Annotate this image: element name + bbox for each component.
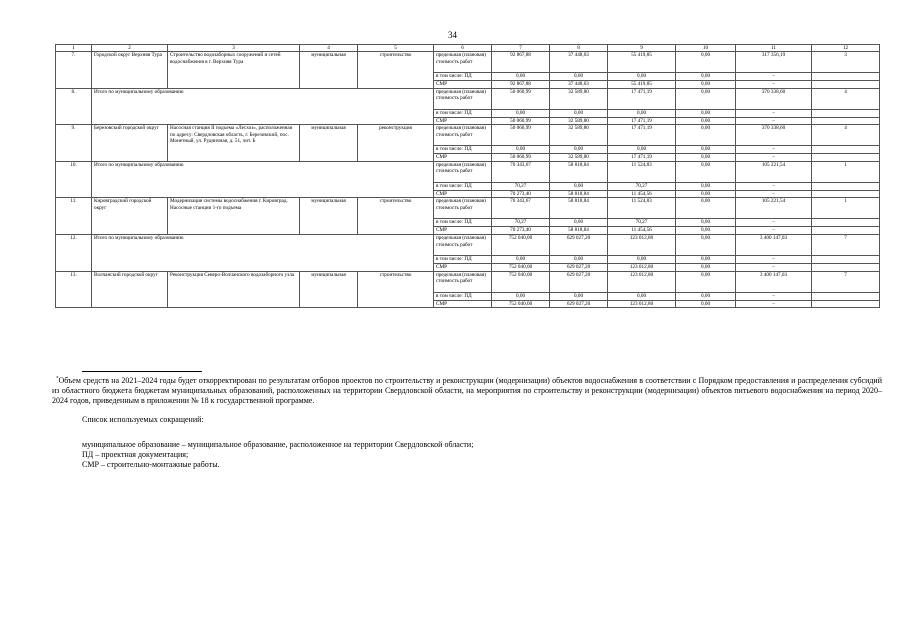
value-cell: – (736, 227, 812, 235)
value-cell: – (736, 263, 812, 271)
cost-label: СМР (434, 263, 492, 271)
value-cell (812, 255, 880, 263)
column-number: 3 (168, 45, 300, 52)
row-number: 7. (56, 52, 92, 89)
value-cell (812, 219, 880, 227)
cost-label: в том числе: ПД (434, 255, 492, 263)
value-cell: 0,00 (550, 109, 608, 117)
column-number: 4 (300, 45, 358, 52)
value-cell: 70,27 (608, 219, 676, 227)
cost-label: предельная (плановая) стоимость работ (434, 234, 492, 255)
work-type-cell: строительство (358, 198, 434, 235)
value-cell: 1 (812, 161, 880, 182)
value-cell: 0,00 (550, 219, 608, 227)
value-cell: 123 012,80 (608, 300, 676, 308)
work-type-cell: строительство (358, 52, 434, 89)
value-cell: 317 356,19 (736, 52, 812, 73)
value-cell: – (736, 219, 812, 227)
value-cell: 123 012,80 (608, 263, 676, 271)
cost-label: СМР (434, 300, 492, 308)
column-number: 6 (434, 45, 492, 52)
value-cell: – (736, 73, 812, 81)
object-cell: Модернизация системы водоснабжения г. Кировград. Насосные станции 1-го подъема (168, 198, 300, 235)
territory-cell: Городской округ Верхняя Тура (92, 52, 168, 89)
value-cell: – (736, 154, 812, 162)
value-cell: 0,00 (676, 109, 736, 117)
ownership-cell: муниципальная (300, 198, 358, 235)
value-cell: 0,00 (676, 81, 736, 89)
value-cell: – (736, 182, 812, 190)
value-cell: 752 040,00 (492, 234, 550, 255)
value-cell: 752 040,00 (492, 300, 550, 308)
value-cell: 0,00 (608, 292, 676, 300)
object-cell: Насосная станция II подъема «Лесхоз», расположенная по адресу: Свердловская область, г. Березовский, пос. Монетный, ул. Рудничная, д. 51, лит. Б (168, 125, 300, 162)
value-cell (812, 190, 880, 198)
table-row (56, 161, 880, 182)
cost-label: предельная (плановая) стоимость работ (434, 271, 492, 292)
table-row (56, 271, 880, 292)
value-cell: 0,00 (676, 190, 736, 198)
value-cell (812, 227, 880, 235)
value-cell (812, 146, 880, 154)
ownership-cell: муниципальная (300, 271, 358, 308)
abbreviation-item: СМР – строительно-монтажные работы. (82, 460, 220, 469)
value-cell: 0,00 (550, 73, 608, 81)
value-cell: 0,00 (676, 300, 736, 308)
row-number: 9. (56, 125, 92, 162)
value-cell: 3 400 147,03 (736, 271, 812, 292)
value-cell: 0,00 (608, 255, 676, 263)
footnote-rule (82, 371, 202, 372)
value-cell: 70,27 (608, 182, 676, 190)
column-number: 12 (812, 45, 880, 52)
value-cell: 17 471,19 (608, 88, 676, 109)
value-cell: 32 589,80 (550, 125, 608, 146)
value-cell: 92 867,88 (492, 81, 550, 89)
work-type-cell: строительство (358, 271, 434, 308)
value-cell (812, 81, 880, 89)
table-row (56, 198, 880, 219)
value-cell: 70 343,67 (492, 198, 550, 219)
value-cell: 92 867,88 (492, 52, 550, 73)
value-cell (812, 154, 880, 162)
table-row (56, 88, 880, 109)
cost-label: в том числе: ПД (434, 109, 492, 117)
objects-table (55, 44, 880, 308)
value-cell: 629 027,20 (550, 271, 608, 292)
value-cell: 3 (812, 52, 880, 73)
table-row (56, 125, 880, 146)
value-cell: 123 012,80 (608, 271, 676, 292)
value-cell: 0,00 (676, 182, 736, 190)
value-cell: 32 589,80 (550, 88, 608, 109)
abbreviations-title: Список используемых сокращений: (82, 415, 204, 424)
value-cell: 0,00 (676, 88, 736, 109)
value-cell: 0,00 (676, 227, 736, 235)
value-cell: 123 012,80 (608, 234, 676, 255)
value-cell: 370 338,60 (736, 125, 812, 146)
object-cell: Реконструкция Северо-Волчанского водозаборного узла (168, 271, 300, 308)
value-cell: 4 (812, 88, 880, 109)
value-cell: 11 524,83 (608, 161, 676, 182)
value-cell: 32 589,80 (550, 117, 608, 125)
value-cell: 0,00 (676, 154, 736, 162)
value-cell: 0,00 (676, 161, 736, 182)
cost-label: в том числе: ПД (434, 182, 492, 190)
cost-label: СМР (434, 117, 492, 125)
value-cell: 70,27 (492, 219, 550, 227)
value-cell: 7 (812, 271, 880, 292)
value-cell: 0,00 (676, 117, 736, 125)
cost-label: СМР (434, 154, 492, 162)
value-cell: 0,00 (676, 263, 736, 271)
value-cell (812, 263, 880, 271)
territory-cell: Кировградский городской округ (92, 198, 168, 235)
value-cell: 0,00 (550, 255, 608, 263)
row-number: 10. (56, 161, 92, 198)
cost-label: предельная (плановая) стоимость работ (434, 125, 492, 146)
value-cell: 0,00 (676, 146, 736, 154)
value-cell: 0,00 (608, 109, 676, 117)
value-cell: – (736, 117, 812, 125)
column-number: 8 (550, 45, 608, 52)
row-number: 11. (56, 198, 92, 235)
value-cell: 11 454,56 (608, 190, 676, 198)
value-cell: – (736, 292, 812, 300)
value-cell: 0,00 (608, 146, 676, 154)
value-cell: 0,00 (676, 292, 736, 300)
value-cell: 32 589,80 (550, 154, 608, 162)
territory-cell: Березовский городской округ (92, 125, 168, 162)
value-cell (812, 109, 880, 117)
value-cell: 0,00 (550, 146, 608, 154)
value-cell (812, 292, 880, 300)
value-cell: 105 221,54 (736, 198, 812, 219)
value-cell: 50 060,99 (492, 88, 550, 109)
value-cell: 17 471,19 (608, 117, 676, 125)
footnote-mark: * (56, 376, 59, 382)
value-cell: 629 027,20 (550, 263, 608, 271)
value-cell: 0,00 (608, 73, 676, 81)
value-cell: 0,00 (676, 73, 736, 81)
column-number: 9 (608, 45, 676, 52)
column-numbers-row (56, 45, 880, 52)
value-cell: 58 818,84 (550, 198, 608, 219)
cost-label: предельная (плановая) стоимость работ (434, 52, 492, 73)
column-number: 10 (676, 45, 736, 52)
value-cell: 4 (812, 125, 880, 146)
value-cell: 3 400 147,03 (736, 234, 812, 255)
cost-label: в том числе: ПД (434, 146, 492, 154)
footnotes (52, 371, 882, 470)
column-number: 2 (92, 45, 168, 52)
cost-label: СМР (434, 190, 492, 198)
cost-label: предельная (плановая) стоимость работ (434, 198, 492, 219)
value-cell: 0,00 (492, 146, 550, 154)
value-cell: 0,00 (492, 255, 550, 263)
total-label: Итого по муниципальному образованию (92, 161, 434, 198)
value-cell: 0,00 (676, 219, 736, 227)
value-cell: 50 060,99 (492, 125, 550, 146)
value-cell: 105 221,54 (736, 161, 812, 182)
total-label: Итого по муниципальному образованию (92, 234, 434, 271)
value-cell: 11 524,83 (608, 198, 676, 219)
ownership-cell: муниципальная (300, 52, 358, 89)
value-cell: 70,27 (492, 182, 550, 190)
value-cell: 55 419,85 (608, 52, 676, 73)
value-cell: 0,00 (676, 198, 736, 219)
abbreviation-item: муниципальное образование – муниципальное образование, расположенное на территории Свердловской области; (82, 440, 474, 449)
value-cell: 752 040,00 (492, 271, 550, 292)
abbreviations-list (82, 440, 882, 470)
column-number: 1 (56, 45, 92, 52)
value-cell: 0,00 (550, 182, 608, 190)
table-row (56, 52, 880, 73)
value-cell: 370 338,60 (736, 88, 812, 109)
value-cell: 0,00 (676, 52, 736, 73)
territory-cell: Волчанский городской округ (92, 271, 168, 308)
value-cell: 0,00 (492, 73, 550, 81)
value-cell: 0,00 (550, 292, 608, 300)
value-cell: 0,00 (676, 234, 736, 255)
value-cell (812, 300, 880, 308)
value-cell: 70 343,67 (492, 161, 550, 182)
value-cell: 0,00 (676, 125, 736, 146)
page-number: 34 (448, 30, 457, 40)
value-cell: – (736, 81, 812, 89)
row-number: 12. (56, 234, 92, 271)
cost-label: предельная (плановая) стоимость работ (434, 161, 492, 182)
value-cell: 50 060,99 (492, 117, 550, 125)
value-cell: 58 818,84 (550, 227, 608, 235)
value-cell: 50 060,99 (492, 154, 550, 162)
value-cell: 70 273,40 (492, 190, 550, 198)
cost-label: СМР (434, 227, 492, 235)
value-cell: – (736, 300, 812, 308)
cost-label: в том числе: ПД (434, 73, 492, 81)
value-cell: 17 471,19 (608, 154, 676, 162)
value-cell: 58 818,84 (550, 161, 608, 182)
column-number: 5 (358, 45, 434, 52)
cost-label: в том числе: ПД (434, 292, 492, 300)
value-cell: 7 (812, 234, 880, 255)
row-number: 8. (56, 88, 92, 125)
value-cell: 11 454,56 (608, 227, 676, 235)
row-number: 13. (56, 271, 92, 308)
value-cell: 58 818,84 (550, 190, 608, 198)
value-cell: – (736, 190, 812, 198)
value-cell (812, 73, 880, 81)
work-type-cell: реконструкция (358, 125, 434, 162)
cost-label: предельная (плановая) стоимость работ (434, 88, 492, 109)
value-cell: 37 448,03 (550, 81, 608, 89)
cost-label: СМР (434, 81, 492, 89)
value-cell: – (736, 255, 812, 263)
value-cell: 17 471,19 (608, 125, 676, 146)
ownership-cell: муниципальная (300, 125, 358, 162)
value-cell: 752 040,00 (492, 263, 550, 271)
value-cell: 629 027,20 (550, 300, 608, 308)
footnote-text (52, 376, 882, 406)
value-cell: 0,00 (676, 271, 736, 292)
value-cell: – (736, 146, 812, 154)
value-cell: 0,00 (676, 255, 736, 263)
column-number: 11 (736, 45, 812, 52)
column-number: 7 (492, 45, 550, 52)
value-cell: – (736, 109, 812, 117)
value-cell (812, 117, 880, 125)
value-cell: 0,00 (492, 292, 550, 300)
abbreviation-item: ПД – проектная документация; (82, 450, 189, 459)
footnote-body: Объем средств на 2021–2024 годы будет откорректирован по результатам отборов проектов по строительству и реконструкции (модернизации) объектов водоснабжения в соответствии с Порядком предоставления и распределения субсидий из областного бюджета бюджетам муниципальных образований, расположенных на территории Свердловской области, на мероприятия по строительству и реконструкции (модернизации) объектов питьевого водоснабжения на период 2020–2024 годов, приведенным в приложении № 18 к государственной программе. (52, 376, 882, 405)
value-cell: 37 448,03 (550, 52, 608, 73)
value-cell: 629 027,20 (550, 234, 608, 255)
value-cell: 0,00 (492, 109, 550, 117)
object-cell: Строительство водозаборных сооружений и сетей водоснабжения в г. Верхняя Тура (168, 52, 300, 89)
value-cell (812, 182, 880, 190)
value-cell: 55 419,85 (608, 81, 676, 89)
value-cell: 1 (812, 198, 880, 219)
total-label: Итого по муниципальному образованию (92, 88, 434, 125)
value-cell: 70 273,40 (492, 227, 550, 235)
cost-label: в том числе: ПД (434, 219, 492, 227)
table-row (56, 234, 880, 255)
